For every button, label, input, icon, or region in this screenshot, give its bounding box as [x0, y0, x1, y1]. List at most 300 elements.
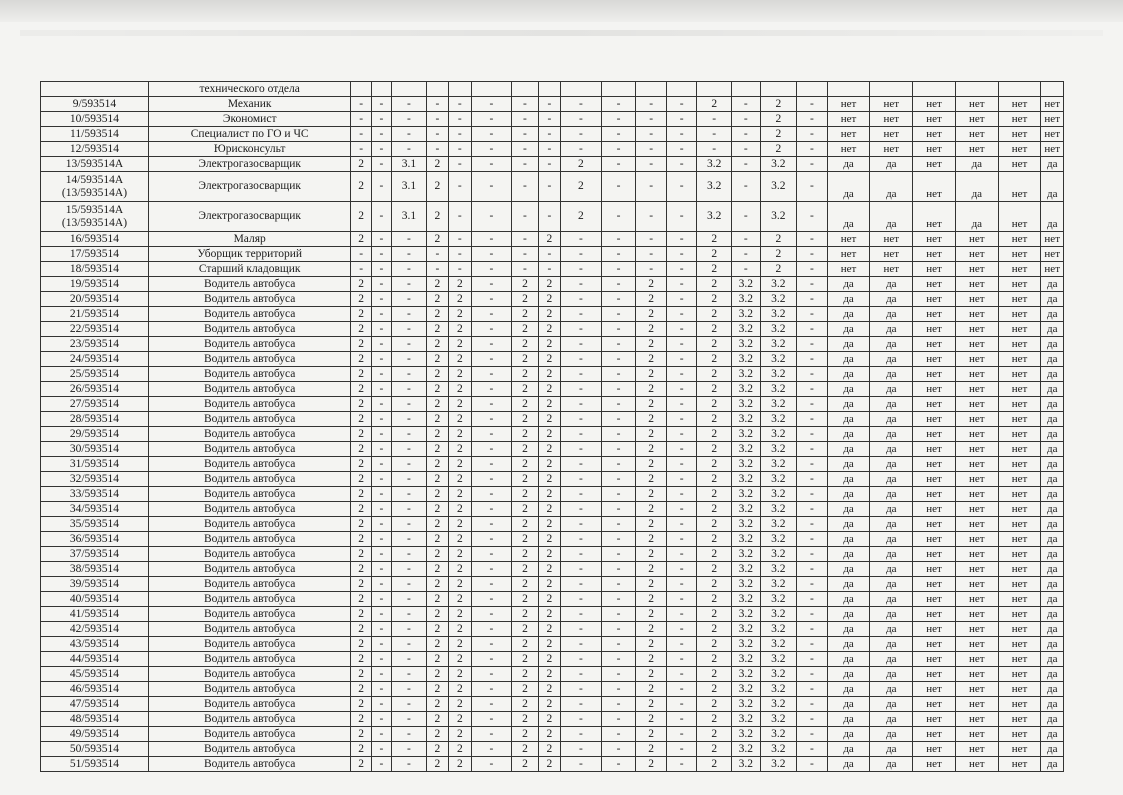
factor-class-cell: -: [471, 247, 512, 262]
table-row: [41, 142, 1064, 157]
factor-class-cell: 2: [538, 382, 560, 397]
factor-class-cell: -: [666, 517, 697, 532]
factor-class-cell: -: [797, 112, 828, 127]
factor-class-cell: -: [797, 202, 828, 232]
factor-class-cell: -: [666, 727, 697, 742]
factor-class-cell: -: [561, 487, 602, 502]
factor-class-cell: 2: [512, 547, 538, 562]
guarantee-flag-cell: нет: [955, 532, 998, 547]
factor-class-cell: 2: [538, 457, 560, 472]
factor-class-cell: 2: [449, 322, 471, 337]
guarantee-flag-cell: да: [827, 517, 870, 532]
table-row: [41, 202, 1064, 232]
table-row: [41, 667, 1064, 682]
factor-class-cell: -: [797, 337, 828, 352]
factor-class-cell: 2: [538, 547, 560, 562]
guarantee-flag-cell: нет: [955, 607, 998, 622]
guarantee-flag-cell: нет: [955, 667, 998, 682]
factor-class-cell: 2: [449, 427, 471, 442]
factor-class-cell: 2: [351, 277, 371, 292]
factor-class-cell: 2: [512, 322, 538, 337]
row-code: 19/593514: [41, 277, 149, 292]
factor-class-cell: -: [601, 307, 636, 322]
factor-class-cell: -: [561, 442, 602, 457]
guarantee-flag-cell: да: [870, 412, 913, 427]
guarantee-flag-cell: да: [827, 622, 870, 637]
factor-class-cell: -: [797, 622, 828, 637]
factor-class-cell: 2: [760, 127, 797, 142]
factor-class-cell: 3.2: [760, 352, 797, 367]
factor-class-cell: -: [471, 562, 512, 577]
guarantee-flag-cell: нет: [998, 742, 1041, 757]
guarantee-flag-cell: нет: [913, 277, 956, 292]
guarantee-flag-cell: нет: [955, 307, 998, 322]
guarantee-flag-cell: да: [1041, 337, 1064, 352]
factor-class-cell: 2: [512, 727, 538, 742]
row-position: Водитель автобуса: [148, 352, 351, 367]
factor-class-cell: 2: [351, 757, 371, 772]
factor-class-cell: -: [561, 757, 602, 772]
factor-class-cell: -: [797, 292, 828, 307]
factor-class-cell: 2: [697, 367, 732, 382]
factor-class-cell: 2: [351, 382, 371, 397]
factor-class-cell: 2: [449, 547, 471, 562]
guarantee-flag-cell: да: [870, 172, 913, 202]
table-row: [41, 502, 1064, 517]
factor-class-cell: 3.2: [760, 727, 797, 742]
factor-class-cell: -: [601, 532, 636, 547]
row-code: 47/593514: [41, 697, 149, 712]
factor-class-cell: -: [471, 517, 512, 532]
factor-class-cell: 2: [426, 547, 448, 562]
factor-class-cell: 2: [449, 607, 471, 622]
factor-class-cell: 2: [449, 412, 471, 427]
factor-class-cell: -: [449, 232, 471, 247]
factor-class-cell: -: [561, 367, 602, 382]
factor-class-cell: 3.2: [732, 607, 761, 622]
guarantee-flag-cell: нет: [955, 232, 998, 247]
factor-class-cell: 2: [538, 412, 560, 427]
factor-class-cell: 2: [426, 562, 448, 577]
factor-class-cell: -: [561, 382, 602, 397]
row-code: 34/593514: [41, 502, 149, 517]
guarantee-flag-cell: нет: [955, 337, 998, 352]
factor-class-cell: 2: [636, 637, 667, 652]
factor-class-cell: 2: [449, 622, 471, 637]
factor-class-cell: 2: [449, 727, 471, 742]
row-code: 22/593514: [41, 322, 149, 337]
factor-class-cell: -: [471, 337, 512, 352]
factor-class-cell: 3.2: [760, 502, 797, 517]
factor-class-cell: 3.2: [732, 277, 761, 292]
factor-class-cell: -: [601, 622, 636, 637]
factor-class-cell: -: [666, 127, 697, 142]
factor-class-cell: -: [471, 112, 512, 127]
factor-class-cell: 2: [636, 607, 667, 622]
factor-class-cell: 2: [512, 652, 538, 667]
factor-class-cell: 2: [351, 412, 371, 427]
factor-class-cell: -: [666, 457, 697, 472]
table-row: [41, 262, 1064, 277]
factor-class-cell: -: [797, 277, 828, 292]
factor-class-cell: -: [601, 382, 636, 397]
guarantee-flag-cell: да: [1041, 352, 1064, 367]
factor-class-cell: 3.2: [732, 547, 761, 562]
factor-class-cell: 3.2: [732, 637, 761, 652]
guarantee-flag-cell: нет: [913, 577, 956, 592]
factor-class-cell: -: [471, 652, 512, 667]
factor-class-cell: -: [561, 142, 602, 157]
guarantee-flag-cell: нет: [913, 742, 956, 757]
factor-class-cell: -: [392, 232, 427, 247]
factor-class-cell: 2: [697, 607, 732, 622]
factor-class-cell: 2: [426, 487, 448, 502]
row-position: Специалист по ГО и ЧС: [148, 127, 351, 142]
guarantee-flag-cell: да: [870, 157, 913, 172]
factor-class-cell: -: [797, 472, 828, 487]
factor-class-cell: -: [561, 247, 602, 262]
factor-class-cell: -: [512, 142, 538, 157]
row-code: 28/593514: [41, 412, 149, 427]
factor-class-cell: 3.2: [732, 337, 761, 352]
guarantee-flag-cell: да: [870, 337, 913, 352]
factor-class-cell: -: [471, 367, 512, 382]
factor-class-cell: -: [666, 292, 697, 307]
factor-class-cell: -: [426, 97, 448, 112]
factor-class-cell: -: [561, 292, 602, 307]
factor-class-cell: -: [561, 727, 602, 742]
factor-class-cell: 2: [697, 562, 732, 577]
factor-class-cell: 2: [426, 697, 448, 712]
guarantee-flag-cell: нет: [998, 577, 1041, 592]
factor-class-cell: -: [666, 337, 697, 352]
factor-class-cell: 3.2: [760, 592, 797, 607]
factor-class-cell: 2: [351, 157, 371, 172]
factor-class-cell: -: [561, 697, 602, 712]
factor-class-cell: 3.2: [760, 547, 797, 562]
factor-class-cell: -: [561, 667, 602, 682]
factor-class-cell: -: [601, 667, 636, 682]
row-code: 38/593514: [41, 562, 149, 577]
factor-class-cell: 3.2: [760, 307, 797, 322]
guarantee-flag-cell: нет: [913, 382, 956, 397]
factor-class-cell: -: [392, 367, 427, 382]
guarantee-flag-cell: нет: [870, 112, 913, 127]
guarantee-flag-cell: да: [1041, 532, 1064, 547]
guarantee-flag-cell: нет: [998, 547, 1041, 562]
factor-class-cell: -: [471, 397, 512, 412]
guarantee-flag-cell: нет: [955, 637, 998, 652]
factor-class-cell: 2: [426, 607, 448, 622]
factor-class-cell: 2: [351, 592, 371, 607]
factor-class-cell: 3.2: [760, 652, 797, 667]
guarantee-flag-cell: нет: [998, 757, 1041, 772]
factor-class-cell: 2: [449, 307, 471, 322]
factor-class-cell: 2: [636, 457, 667, 472]
factor-class-cell: -: [732, 157, 761, 172]
factor-class-cell: -: [471, 382, 512, 397]
factor-class-cell: 3.2: [760, 577, 797, 592]
factor-class-cell: -: [392, 697, 427, 712]
factor-class-cell: -: [471, 412, 512, 427]
guarantee-flag-cell: нет: [955, 262, 998, 277]
factor-class-cell: 2: [449, 502, 471, 517]
factor-class-cell: 2: [561, 202, 602, 232]
factor-class-cell: 2: [636, 307, 667, 322]
guarantee-flag-cell: нет: [913, 487, 956, 502]
factor-class-cell: 2: [449, 337, 471, 352]
factor-class-cell: 2: [760, 232, 797, 247]
guarantee-flag-cell: да: [1041, 517, 1064, 532]
row-position: Водитель автобуса: [148, 322, 351, 337]
factor-class-cell: -: [601, 427, 636, 442]
row-code: 18/593514: [41, 262, 149, 277]
factor-class-cell: -: [601, 277, 636, 292]
row-code: 15/593514А (13/593514А): [41, 202, 149, 232]
factor-class-cell: -: [797, 652, 828, 667]
factor-class-cell: -: [471, 292, 512, 307]
factor-class-cell: -: [666, 442, 697, 457]
factor-class-cell: -: [601, 697, 636, 712]
factor-class-cell: -: [666, 97, 697, 112]
factor-class-cell: -: [601, 652, 636, 667]
factor-class-cell: -: [351, 127, 371, 142]
guarantee-flag-cell: нет: [913, 322, 956, 337]
factor-class-cell: 2: [538, 397, 560, 412]
factor-class-cell: 2: [449, 712, 471, 727]
guarantee-flag-cell: нет: [913, 292, 956, 307]
factor-class-cell: -: [392, 262, 427, 277]
factor-class-cell: -: [371, 397, 391, 412]
factor-class-cell: -: [471, 157, 512, 172]
row-code: 29/593514: [41, 427, 149, 442]
factor-class-cell: 3.2: [760, 157, 797, 172]
factor-class-cell: -: [797, 127, 828, 142]
guarantee-flag-cell: нет: [913, 682, 956, 697]
row-code: 13/593514А: [41, 157, 149, 172]
guarantee-flag-cell: нет: [998, 262, 1041, 277]
factor-class-cell: 2: [697, 757, 732, 772]
factor-class-cell: -: [561, 457, 602, 472]
guarantee-flag-cell: нет: [998, 127, 1041, 142]
factor-class-cell: 2: [697, 397, 732, 412]
guarantee-flag-cell: да: [827, 157, 870, 172]
guarantee-flag-cell: нет: [955, 742, 998, 757]
row-code: 46/593514: [41, 682, 149, 697]
row-position: Водитель автобуса: [148, 367, 351, 382]
factor-class-cell: 3.2: [732, 412, 761, 427]
guarantee-flag-cell: да: [870, 742, 913, 757]
factor-class-cell: 3.2: [732, 292, 761, 307]
factor-class-cell: -: [512, 202, 538, 232]
guarantee-flag-cell: да: [955, 202, 998, 232]
factor-class-cell: -: [538, 202, 560, 232]
factor-class-cell: -: [392, 622, 427, 637]
factor-class-cell: -: [666, 352, 697, 367]
table-row: [41, 427, 1064, 442]
factor-class-cell: -: [561, 607, 602, 622]
row-position: Водитель автобуса: [148, 547, 351, 562]
guarantee-flag-cell: нет: [998, 562, 1041, 577]
guarantee-flag-cell: нет: [955, 247, 998, 262]
factor-class-cell: 2: [538, 277, 560, 292]
guarantee-flag-cell: нет: [1041, 127, 1064, 142]
table-row: [41, 577, 1064, 592]
row-position: Водитель автобуса: [148, 742, 351, 757]
guarantee-flag-cell: нет: [1041, 247, 1064, 262]
factor-class-cell: -: [797, 412, 828, 427]
factor-class-cell: -: [561, 517, 602, 532]
factor-class-cell: -: [392, 667, 427, 682]
row-code: 42/593514: [41, 622, 149, 637]
guarantee-flag-cell: да: [827, 487, 870, 502]
factor-class-cell: -: [797, 427, 828, 442]
table-row: [41, 367, 1064, 382]
factor-class-cell: 3.2: [732, 367, 761, 382]
factor-class-cell: -: [371, 472, 391, 487]
table-row: [41, 397, 1064, 412]
factor-class-cell: -: [392, 442, 427, 457]
factor-class-cell: 3.2: [760, 562, 797, 577]
factor-class-cell: -: [351, 97, 371, 112]
factor-class-cell: 2: [426, 457, 448, 472]
factor-class-cell: 2: [512, 367, 538, 382]
guarantee-flag-cell: да: [827, 292, 870, 307]
factor-class-cell: -: [392, 412, 427, 427]
factor-class-cell: 3.2: [697, 157, 732, 172]
table-row: [41, 82, 1064, 97]
factor-class-cell: 2: [449, 517, 471, 532]
factor-class-cell: 3.1: [392, 157, 427, 172]
factor-class-cell: 3.2: [732, 397, 761, 412]
guarantee-flag-cell: нет: [998, 682, 1041, 697]
guarantee-flag-cell: нет: [955, 112, 998, 127]
factor-class-cell: 2: [636, 502, 667, 517]
factor-class-cell: 2: [449, 637, 471, 652]
guarantee-flag-cell: нет: [913, 157, 956, 172]
factor-class-cell: 2: [697, 637, 732, 652]
guarantee-flag-cell: да: [827, 352, 870, 367]
factor-class-cell: -: [471, 622, 512, 637]
factor-class-cell: -: [371, 757, 391, 772]
row-code: 51/593514: [41, 757, 149, 772]
factor-class-cell: -: [371, 157, 391, 172]
factor-class-cell: -: [471, 682, 512, 697]
factor-class-cell: -: [666, 637, 697, 652]
factor-class-cell: -: [666, 397, 697, 412]
factor-class-cell: -: [797, 637, 828, 652]
factor-class-cell: -: [601, 607, 636, 622]
factor-class-cell: 2: [697, 547, 732, 562]
guarantee-flag-cell: нет: [998, 502, 1041, 517]
factor-class-cell: -: [371, 622, 391, 637]
guarantee-flag-cell: да: [1041, 277, 1064, 292]
table-row: [41, 292, 1064, 307]
factor-class-cell: 2: [512, 397, 538, 412]
factor-class-cell: 2: [426, 712, 448, 727]
factor-class-cell: -: [561, 547, 602, 562]
factor-class-cell: -: [666, 142, 697, 157]
factor-class-cell: -: [666, 112, 697, 127]
guarantee-flag-cell: нет: [870, 142, 913, 157]
factor-class-cell: -: [561, 322, 602, 337]
guarantee-flag-cell: да: [827, 472, 870, 487]
factor-class-cell: 3.2: [760, 337, 797, 352]
factor-class-cell: 2: [426, 592, 448, 607]
factor-class-cell: -: [601, 727, 636, 742]
guarantee-flag-cell: нет: [1041, 142, 1064, 157]
factor-class-cell: 2: [697, 697, 732, 712]
factor-class-cell: -: [538, 142, 560, 157]
factor-class-cell: 2: [426, 202, 448, 232]
guarantee-flag-cell: нет: [1041, 232, 1064, 247]
factor-class-cell: 2: [697, 307, 732, 322]
factor-class-cell: 2: [449, 697, 471, 712]
factor-class-cell: 2: [512, 517, 538, 532]
factor-class-cell: 2: [426, 397, 448, 412]
row-position: Маляр: [148, 232, 351, 247]
factor-class-cell: 2: [426, 172, 448, 202]
factor-class-cell: -: [392, 142, 427, 157]
factor-class-cell: -: [797, 757, 828, 772]
factor-class-cell: -: [797, 352, 828, 367]
factor-class-cell: 2: [760, 97, 797, 112]
guarantee-flag-cell: да: [827, 307, 870, 322]
factor-class-cell: 2: [636, 367, 667, 382]
factor-class-cell: 2: [351, 532, 371, 547]
guarantee-flag-cell: да: [870, 457, 913, 472]
factor-class-cell: 2: [351, 487, 371, 502]
guarantee-flag-cell: да: [1041, 202, 1064, 232]
factor-class-cell: -: [797, 682, 828, 697]
factor-class-cell: 2: [426, 472, 448, 487]
table-row: [41, 607, 1064, 622]
guarantee-flag-cell: да: [1041, 442, 1064, 457]
guarantee-flag-cell: нет: [998, 337, 1041, 352]
factor-class-cell: 2: [636, 322, 667, 337]
guarantee-flag-cell: да: [1041, 472, 1064, 487]
factor-class-cell: 3.2: [732, 427, 761, 442]
factor-class-cell: -: [666, 532, 697, 547]
guarantee-flag-cell: да: [827, 727, 870, 742]
factor-class-cell: 3.1: [392, 202, 427, 232]
factor-class-cell: 2: [512, 337, 538, 352]
factor-class-cell: -: [449, 142, 471, 157]
factor-class-cell: -: [561, 97, 602, 112]
factor-class-cell: 3.2: [760, 292, 797, 307]
factor-class-cell: -: [666, 652, 697, 667]
guarantee-flag-cell: да: [827, 697, 870, 712]
table-row: [41, 682, 1064, 697]
factor-class-cell: 2: [512, 292, 538, 307]
factor-class-cell: -: [561, 352, 602, 367]
factor-class-cell: 2: [512, 697, 538, 712]
guarantee-flag-cell: да: [870, 427, 913, 442]
row-code: 30/593514: [41, 442, 149, 457]
factor-class-cell: -: [561, 712, 602, 727]
row-code: 50/593514: [41, 742, 149, 757]
factor-class-cell: -: [666, 172, 697, 202]
factor-class-cell: -: [471, 547, 512, 562]
factor-class-cell: -: [371, 142, 391, 157]
factor-class-cell: -: [371, 487, 391, 502]
factor-class-cell: -: [732, 262, 761, 277]
factor-class-cell: -: [797, 712, 828, 727]
factor-class-cell: -: [371, 382, 391, 397]
factor-class-cell: 2: [426, 622, 448, 637]
row-position: Юрисконсульт: [148, 142, 351, 157]
factor-class-cell: -: [471, 277, 512, 292]
